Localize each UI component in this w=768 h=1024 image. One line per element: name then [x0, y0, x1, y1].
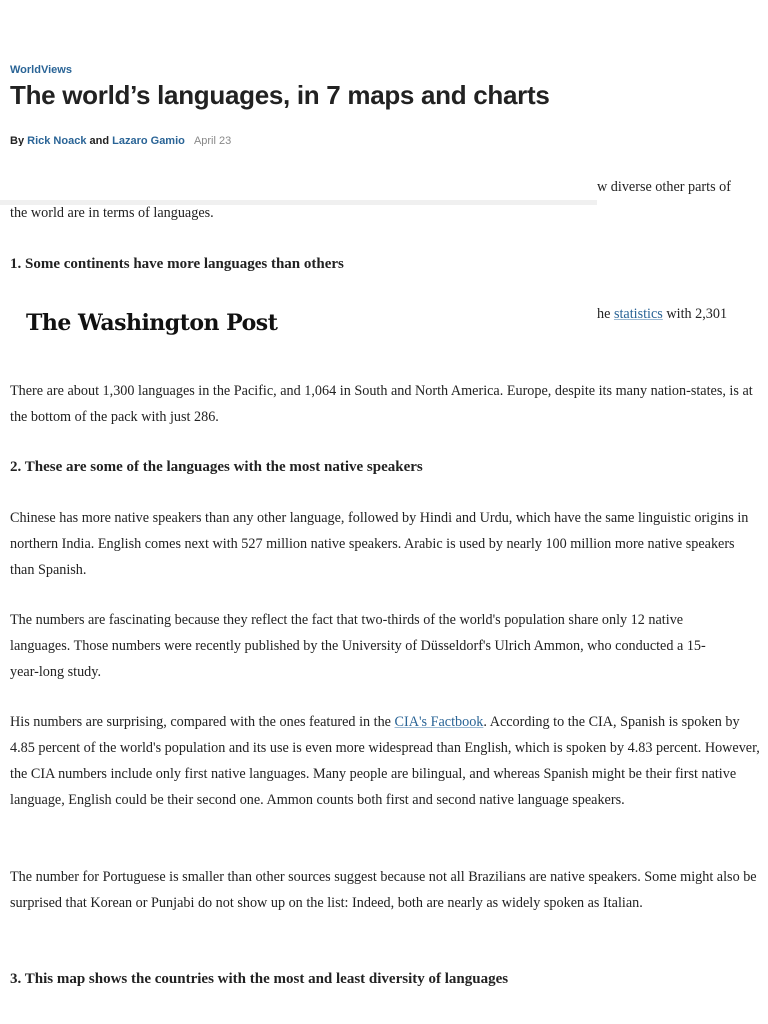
section-kicker-link[interactable]: WorldViews	[10, 64, 72, 76]
intro-line-continuation: the world are in terms of languages.	[10, 205, 214, 221]
continents-fragment-text: he	[597, 306, 611, 322]
article-headline: The world’s languages, in 7 maps and charts	[10, 80, 550, 110]
author-link-lazaro-gamio[interactable]: Lazaro Gamio	[112, 135, 185, 146]
cia-text-before: His numbers are surprising, compared with the ones featured in the	[10, 714, 391, 730]
paragraph-numbers: The numbers are fascinating because they reflect the fact that two-thirds of the world's population share only 12 native languages. Those numbers were recently published by the University of Düsseldorf's Ulrich Ammon, who conducted a 15-year-long study.	[10, 612, 706, 680]
cia-factbook-link[interactable]: CIA's Factbook	[394, 714, 484, 730]
paragraph-chinese: Chinese has more native speakers than any other language, followed by Hindi and Urdu, which have the same linguistic origins in northern India. English comes next with 527 million native speakers. Arabic is used by nearly 100 million more native speakers than Spanish.	[10, 510, 749, 578]
cia-text-after: . According to the CIA, Spanish is spoken by 4.85 percent of the world's population and its use is even more widespread than English, which is spoken by 4.83 percent. However, the CIA numbers include only first native languages. Many people are bilingual, and whereas Spanish might be their first native language, English could be their second one. Ammon counts both first and second native language speakers.	[10, 714, 760, 808]
byline	[10, 134, 610, 146]
sticky-share-bar	[0, 170, 597, 205]
statistics-link[interactable]: statistics	[613, 306, 663, 322]
section-heading-continents: 1. Some continents have more languages than others	[10, 256, 344, 272]
paragraph-portuguese: The number for Portuguese is smaller than other sources suggest because not all Brazilians are native speakers. Some might also be surprised that Korean or Punjabi do not show up on the list: Indeed, both are nearly as widely spoken as Italian.	[10, 869, 757, 911]
author-link-rick-noack[interactable]: Rick Noack	[27, 135, 87, 146]
byline-and: and	[89, 135, 110, 146]
intro-line-fragment: w diverse other parts of	[597, 179, 731, 195]
paragraph-pacific: There are about 1,300 languages in the Pacific, and 1,064 in South and North America. Europe, despite its many nation-states, is at the bottom of the pack with just 286.	[10, 383, 753, 425]
continents-paragraph-fragment	[597, 301, 727, 327]
section-heading-native-speakers: 2. These are some of the languages with the most native speakers	[10, 459, 423, 475]
washington-post-logo[interactable]: The Washington Post	[26, 310, 278, 336]
publish-date: April 23	[193, 135, 232, 146]
continents-fragment-after: with 2,301	[666, 306, 728, 322]
paragraph-cia	[10, 709, 760, 813]
section-heading-diversity-map: 3. This map shows the countries with the most and least diversity of languages	[10, 971, 509, 987]
byline-by: By	[10, 135, 25, 146]
sticky-masthead	[0, 300, 590, 350]
